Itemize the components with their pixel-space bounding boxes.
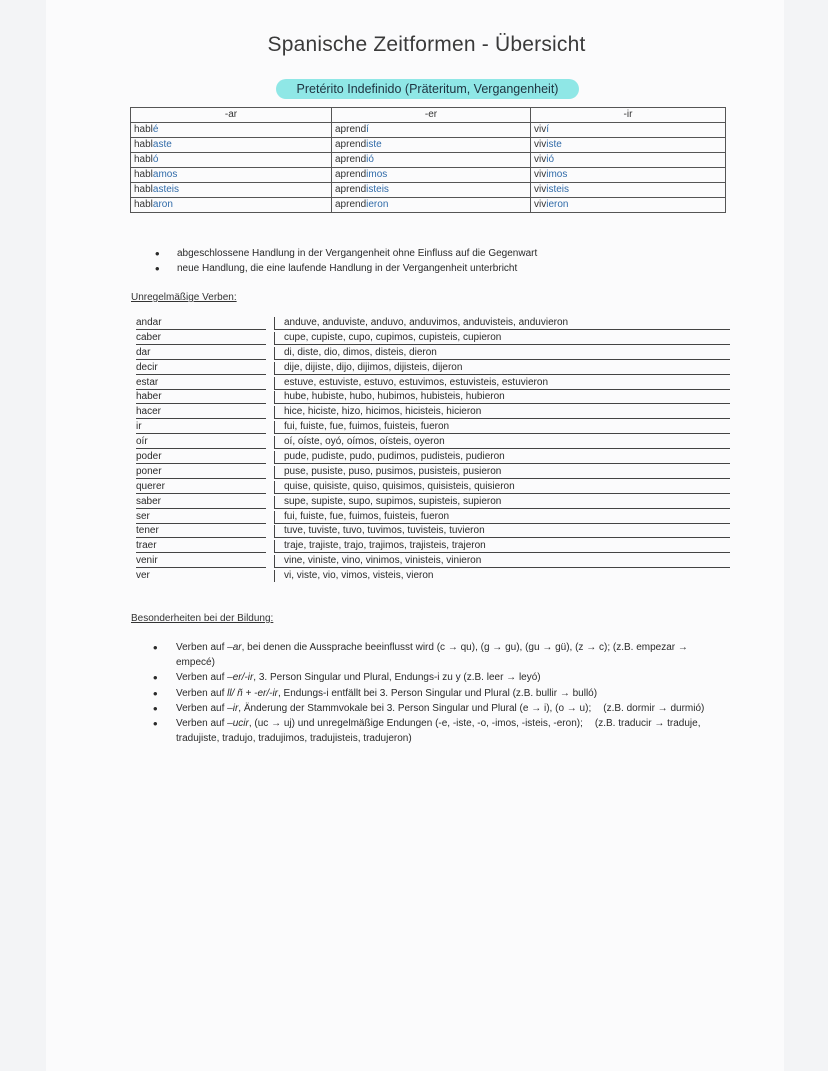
irregular-verb-forms: di, diste, dio, dimos, disteis, dieron <box>274 347 730 360</box>
verb-ending: ieron <box>546 199 569 210</box>
irregular-verb-forms: quise, quisiste, quiso, quisimos, quisisteis, quisieron <box>274 481 730 494</box>
conjugation-cell <box>131 168 332 183</box>
irregular-verb-row <box>133 465 723 480</box>
note-prefix: Verben auf <box>176 642 228 653</box>
note-prefix: Verben auf <box>176 718 228 730</box>
conjugation-cell <box>531 168 726 183</box>
note-text: , Änderung der Stammvokale bei 3. Person Singular und Plural (e → i), (o → u); <box>238 702 592 714</box>
verb-stem: viv <box>534 199 547 210</box>
verb-ending: amos <box>152 169 178 180</box>
special-note <box>153 701 713 716</box>
irregular-verb-forms: anduve, anduviste, anduvo, anduvimos, anduvisteis, anduvieron <box>274 317 730 330</box>
irregular-verb-infinitive: querer <box>136 481 266 494</box>
conjugation-cell <box>131 198 332 213</box>
irregular-verb-row <box>133 524 723 539</box>
verb-stem: viv <box>534 154 547 165</box>
verb-ending: iste <box>546 139 562 150</box>
irregular-verb-forms: vi, viste, vio, vimos, visteis, vieron <box>274 570 730 582</box>
note-prefix: Verben auf <box>176 672 228 684</box>
verb-stem: habl <box>134 154 153 165</box>
irregular-verb-infinitive: ser <box>136 511 266 524</box>
irregular-verb-infinitive: traer <box>136 540 266 553</box>
irregular-verb-row <box>133 376 723 391</box>
conjugation-cell <box>332 123 531 138</box>
irregular-verb-forms: hice, hiciste, hizo, hicimos, hicisteis, hicieron <box>274 406 730 419</box>
conjugation-cell <box>531 153 726 168</box>
verb-stem: aprend <box>335 154 367 165</box>
verb-stem: habl <box>134 199 153 210</box>
conjugation-cell <box>131 123 332 138</box>
irregular-verb-forms: estuve, estuviste, estuvo, estuvimos, estuvisteis, estuvieron <box>274 377 730 390</box>
irregular-verb-row <box>133 569 723 584</box>
special-note <box>153 640 713 670</box>
irregular-verb-infinitive: tener <box>136 525 266 538</box>
verb-ending: é <box>152 124 159 135</box>
header-er: -er <box>332 108 531 123</box>
irregular-verb-row <box>133 405 723 420</box>
note-text: , bei denen die Aussprache beeinflusst wird (c → qu), (g → gu), (gu → gü), (z → c); (z.B. empezar → empecé) <box>176 642 688 669</box>
irregular-verb-row <box>133 390 723 405</box>
irregular-verb-infinitive: haber <box>136 391 266 404</box>
header-ir: -ir <box>531 108 726 123</box>
conjugation-cell <box>131 183 332 198</box>
conjugation-cell <box>531 183 726 198</box>
verb-ending: ió <box>546 154 555 165</box>
verb-ending: isteis <box>366 184 389 195</box>
irregular-verb-forms: fui, fuiste, fue, fuimos, fuisteis, fueron <box>274 421 730 434</box>
special-notes-list <box>153 640 713 746</box>
conjugation-cell <box>332 183 531 198</box>
conjugation-row <box>131 138 726 153</box>
conjugation-cell <box>131 138 332 153</box>
irregular-verb-forms: oí, oíste, oyó, oímos, oísteis, oyeron <box>274 436 730 449</box>
irregular-verb-row <box>133 480 723 495</box>
irregular-verb-infinitive: poder <box>136 451 266 464</box>
irregular-verb-row <box>133 420 723 435</box>
verb-stem: habl <box>134 169 153 180</box>
verb-stem: habl <box>134 184 153 195</box>
note-prefix: Verben auf <box>176 702 228 714</box>
irregular-verb-forms: dije, dijiste, dijo, dijimos, dijisteis, dijeron <box>274 362 730 375</box>
conjugation-row <box>131 123 726 138</box>
conjugation-cell <box>332 198 531 213</box>
irregular-verb-forms: hube, hubiste, hubo, hubimos, hubisteis, hubieron <box>274 391 730 404</box>
verb-ending: ió <box>366 154 374 165</box>
irregular-verb-infinitive: caber <box>136 332 266 345</box>
irregular-verb-row <box>133 539 723 554</box>
verb-ending: asteis <box>152 184 180 195</box>
irregular-verb-infinitive: estar <box>136 377 266 390</box>
note-example: (z.B. dormir → durmió) <box>603 702 705 714</box>
irregular-verb-forms: tuve, tuviste, tuvo, tuvimos, tuvisteis, tuvieron <box>274 525 730 538</box>
verb-stem: aprend <box>335 184 367 195</box>
irregular-verb-infinitive: decir <box>136 362 266 375</box>
conjugation-cell <box>332 168 531 183</box>
note-verb-class: –ucir <box>227 718 249 730</box>
irregular-verb-forms: pude, pudiste, pudo, pudimos, pudisteis, pudieron <box>274 451 730 464</box>
verb-ending: aron <box>152 199 173 210</box>
irregular-verb-infinitive: saber <box>136 496 266 509</box>
conjugation-row <box>131 183 726 198</box>
verb-stem: viv <box>534 139 547 150</box>
note-verb-class: ll/ ñ + -er/-ir <box>227 687 278 699</box>
irregular-verb-infinitive: ver <box>136 570 150 582</box>
note-verb-class: –er/-ir <box>227 672 254 684</box>
verb-stem: viv <box>534 124 547 135</box>
irregular-verb-infinitive: venir <box>136 555 266 568</box>
irregular-verb-row <box>133 361 723 376</box>
verb-ending: isteis <box>546 184 570 195</box>
irregular-verb-infinitive: andar <box>136 317 266 330</box>
note-prefix: Verben auf <box>176 687 228 699</box>
conjugation-cell <box>131 153 332 168</box>
conjugation-row <box>131 153 726 168</box>
verb-ending: aste <box>152 139 172 150</box>
verb-stem: aprend <box>335 124 367 135</box>
conjugation-header-row <box>131 108 726 123</box>
verb-ending: ó <box>152 154 159 165</box>
note-text: , Endungs-i entfällt bei 3. Person Singular und Plural (z.B. bullir → bulló) <box>278 687 598 699</box>
note-verb-class: –ar <box>227 642 242 653</box>
verb-ending: í <box>366 124 369 135</box>
irregular-verb-infinitive: oír <box>136 436 266 449</box>
conjugation-cell <box>332 153 531 168</box>
special-note <box>153 716 713 746</box>
irregular-verb-forms: traje, trajiste, trajo, trajimos, trajisteis, trajeron <box>274 540 730 553</box>
verb-stem: viv <box>534 169 547 180</box>
irregular-heading: Unregelmäßige Verben: <box>131 292 237 303</box>
irregular-verb-forms: vine, viniste, vino, vinimos, vinisteis, vinieron <box>274 555 730 568</box>
irregular-verb-row <box>133 554 723 569</box>
page-title: Spanische Zeitformen - Übersicht <box>267 33 586 56</box>
irregular-verb-row <box>133 346 723 361</box>
irregular-verb-infinitive: dar <box>136 347 266 360</box>
usage-list <box>155 246 537 276</box>
conjugation-row <box>131 168 726 183</box>
conjugation-row <box>131 198 726 213</box>
irregular-verb-row <box>133 316 723 331</box>
irregular-verb-forms: supe, supiste, supo, supimos, supisteis, supieron <box>274 496 730 509</box>
irregular-verb-row <box>133 435 723 450</box>
usage-item: • abgeschlossene Handlung in der Vergangenheit ohne Einfluss auf die Gegenwart <box>155 246 537 261</box>
verb-stem: habl <box>134 124 153 135</box>
special-heading: Besonderheiten bei der Bildung: <box>131 613 274 624</box>
irregular-verb-row <box>133 510 723 525</box>
conjugation-cell <box>332 138 531 153</box>
tense-subtitle: Pretérito Indefinido (Präteritum, Vergangenheit) <box>276 79 579 99</box>
irregular-verb-infinitive: poner <box>136 466 266 479</box>
irregular-verb-infinitive: ir <box>136 421 266 434</box>
note-example: (z.B. traducir → traduje, tradujiste, tradujo, tradujimos, tradujisteis, tradujeron) <box>176 718 701 745</box>
verb-stem: aprend <box>335 199 367 210</box>
conjugation-cell <box>531 123 726 138</box>
irregular-verb-row <box>133 495 723 510</box>
conjugation-table <box>130 107 726 213</box>
special-note <box>153 686 713 701</box>
verb-ending: imos <box>546 169 568 180</box>
conjugation-cell <box>531 198 726 213</box>
irregular-verb-row <box>133 450 723 465</box>
header-ar: -ar <box>131 108 332 123</box>
verb-stem: aprend <box>335 169 367 180</box>
irregular-verb-infinitive: hacer <box>136 406 266 419</box>
verb-ending: imos <box>366 169 388 180</box>
verb-stem: habl <box>134 139 153 150</box>
special-note <box>153 670 713 685</box>
note-text: , 3. Person Singular und Plural, Endungs-i zu y (z.B. leer → leyó) <box>253 672 541 684</box>
usage-item: • neue Handlung, die eine laufende Handlung in der Vergangenheit unterbricht <box>155 261 537 276</box>
note-text: , (uc → uj) und unregelmäßige Endungen (-e, -iste, -o, -imos, -isteis, -eron); <box>248 718 583 730</box>
irregular-verb-forms: fui, fuiste, fue, fuimos, fuisteis, fueron <box>274 511 730 524</box>
verb-ending: ieron <box>366 199 389 210</box>
note-verb-class: –ir <box>227 702 239 714</box>
verb-ending: í <box>546 124 550 135</box>
irregular-verb-row <box>133 331 723 346</box>
irregular-verb-forms: cupe, cupiste, cupo, cupimos, cupisteis, cupieron <box>274 332 730 345</box>
irregular-verb-forms: puse, pusiste, puso, pusimos, pusisteis, pusieron <box>274 466 730 479</box>
verb-stem: viv <box>534 184 547 195</box>
irregular-verbs-table <box>133 316 723 584</box>
verb-stem: aprend <box>335 139 367 150</box>
verb-ending: iste <box>366 139 382 150</box>
conjugation-cell <box>531 138 726 153</box>
